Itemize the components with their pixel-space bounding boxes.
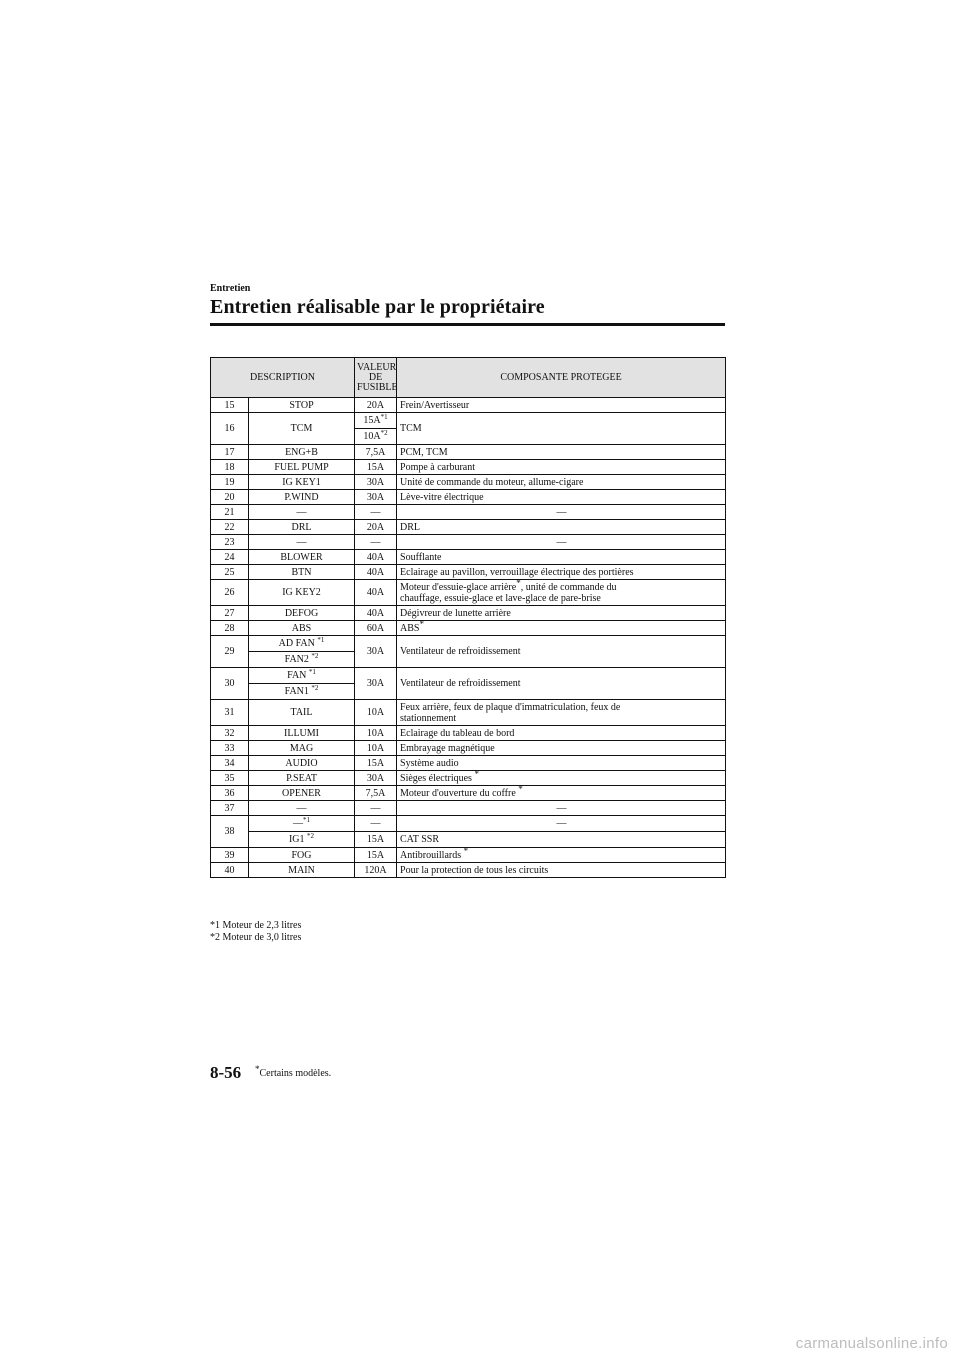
fuse-description: P.SEAT <box>249 771 355 786</box>
table-row <box>211 741 726 756</box>
description-text: IG1 <box>288 834 305 845</box>
protected-component: Ventilateur de refroidissement <box>397 636 726 668</box>
protected-component <box>397 577 726 606</box>
title-divider <box>210 323 725 326</box>
fuse-rating: 15A <box>355 756 397 771</box>
fuse-number: 28 <box>211 621 249 636</box>
fuse-description: ENG+B <box>249 445 355 460</box>
description-text: FAN1 <box>284 686 309 697</box>
table-row <box>211 771 726 786</box>
component-text: chauffage, essuie-glace et lave-glace de pare-brise <box>400 592 601 604</box>
component-text: stationnement <box>400 712 457 724</box>
fuse-rating: 30A <box>355 475 397 490</box>
fuse-rating: — <box>355 535 397 550</box>
certain-models-star: * <box>255 1064 260 1074</box>
protected-component: Soufflante <box>397 550 726 565</box>
certain-models-star: * <box>516 577 521 588</box>
header-fuse-value <box>355 358 397 398</box>
protected-component <box>397 845 726 863</box>
table-row <box>211 726 726 741</box>
fuse-rating: 10A <box>355 700 397 726</box>
footnote-ref: *1 <box>303 816 310 824</box>
fuse-description: AUDIO <box>249 756 355 771</box>
protected-component: Pompe à carburant <box>397 460 726 475</box>
fuse-description <box>249 668 355 684</box>
fuse-number: 15 <box>211 398 249 413</box>
table-row <box>211 475 726 490</box>
protected-component: — <box>397 801 726 816</box>
table-row <box>211 413 726 429</box>
fuse-number: 26 <box>211 580 249 606</box>
fuse-number: 19 <box>211 475 249 490</box>
page-title: Entretien réalisable par le propriétaire <box>210 296 545 318</box>
fuse-description: STOP <box>249 398 355 413</box>
fuse-description: MAG <box>249 741 355 756</box>
fuse-number: 21 <box>211 505 249 520</box>
table-row <box>211 505 726 520</box>
protected-component: Pour la protection de tous les circuits <box>397 863 726 878</box>
protected-component: TCM <box>397 413 726 445</box>
fuse-number: 34 <box>211 756 249 771</box>
table-row <box>211 700 726 726</box>
table-row <box>211 460 726 475</box>
fuse-rating: 7,5A <box>355 445 397 460</box>
protected-component: Embrayage magnétique <box>397 741 726 756</box>
fuse-description: DRL <box>249 520 355 535</box>
component-text: Moteur d'essuie-glace arrière <box>400 581 517 593</box>
fuse-number: 17 <box>211 445 249 460</box>
fuse-rating: 40A <box>355 606 397 621</box>
fuse-description <box>249 636 355 652</box>
certain-models-text: Certains modèles. <box>259 1068 332 1079</box>
fuse-table <box>210 357 726 878</box>
rating-value: 15A <box>363 415 381 426</box>
protected-component <box>397 700 726 726</box>
description-text: FAN <box>287 670 307 681</box>
protected-component: Eclairage du tableau de bord <box>397 726 726 741</box>
table-row <box>211 445 726 460</box>
header-value-line1: VALEUR <box>357 361 397 373</box>
fuse-number: 25 <box>211 565 249 580</box>
fuse-description: BLOWER <box>249 550 355 565</box>
fuse-rating: 30A <box>355 490 397 505</box>
fuse-description: BTN <box>249 565 355 580</box>
fuse-number: 22 <box>211 520 249 535</box>
fuse-description: IG KEY1 <box>249 475 355 490</box>
fuse-description: P.WIND <box>249 490 355 505</box>
header-value-line2: DE <box>368 371 383 383</box>
fuse-number: 32 <box>211 726 249 741</box>
table-row <box>211 550 726 565</box>
header-description: DESCRIPTION <box>211 358 355 398</box>
table-row <box>211 756 726 771</box>
protected-component <box>397 768 726 786</box>
protected-component: Système audio <box>397 756 726 771</box>
protected-component: Dégivreur de lunette arrière <box>397 606 726 621</box>
fuse-table-container <box>210 357 725 878</box>
protected-component <box>397 783 726 801</box>
table-row <box>211 621 726 636</box>
component-text: Moteur d'ouverture du coffre <box>400 787 516 799</box>
fuse-number: 24 <box>211 550 249 565</box>
fuse-number: 33 <box>211 741 249 756</box>
certain-models-star: * <box>463 845 469 856</box>
protected-component: Ventilateur de refroidissement <box>397 668 726 700</box>
footnote-1: *1 Moteur de 2,3 litres <box>210 920 302 931</box>
fuse-rating: 7,5A <box>355 786 397 801</box>
component-text: Antibrouillards <box>400 849 462 861</box>
fuse-rating: 15A <box>355 460 397 475</box>
fuse-description: — <box>249 801 355 816</box>
fuse-number: 27 <box>211 606 249 621</box>
footnote-ref: *1 <box>317 636 325 644</box>
footnote-ref: *2 <box>307 832 315 840</box>
fuse-rating: 40A <box>355 550 397 565</box>
protected-component <box>397 618 726 636</box>
table-row <box>211 636 726 652</box>
footnote-ref: *2 <box>311 652 319 660</box>
fuse-description <box>249 816 355 832</box>
fuse-rating: 120A <box>355 863 397 878</box>
certain-models-star: * <box>518 783 523 794</box>
certain-models-star: * <box>419 618 424 629</box>
fuse-rating: 15A <box>355 832 397 848</box>
fuse-description <box>249 832 355 848</box>
certain-models-note <box>255 1064 332 1079</box>
component-text: , unité de commande du <box>520 581 617 593</box>
table-row <box>211 490 726 505</box>
fuse-number: 16 <box>211 413 249 445</box>
fuse-number: 36 <box>211 786 249 801</box>
fuse-rating: 10A <box>355 741 397 756</box>
fuse-number: 29 <box>211 636 249 668</box>
fuse-rating <box>355 429 397 445</box>
fuse-rating: 40A <box>355 565 397 580</box>
fuse-rating: 20A <box>355 398 397 413</box>
fuse-rating: 30A <box>355 771 397 786</box>
fuse-description: — <box>249 535 355 550</box>
footnote-ref: *1 <box>308 668 316 676</box>
fuse-rating: — <box>355 505 397 520</box>
fuse-description: FUEL PUMP <box>249 460 355 475</box>
table-row <box>211 398 726 413</box>
page-number: 8-56 <box>210 1063 242 1082</box>
fuse-number: 37 <box>211 801 249 816</box>
protected-component: — <box>397 505 726 520</box>
table-row <box>211 848 726 863</box>
fuse-rating: — <box>355 801 397 816</box>
table-row <box>211 668 726 684</box>
protected-component: CAT SSR <box>397 832 726 848</box>
footnote-ref: *2 <box>311 684 319 692</box>
section-label: Entretien <box>210 283 251 294</box>
table-row <box>211 786 726 801</box>
description-text: — <box>293 818 303 829</box>
fuse-description: — <box>249 505 355 520</box>
fuse-description: TCM <box>249 413 355 445</box>
fuse-description: DEFOG <box>249 606 355 621</box>
footnote-2: *2 Moteur de 3,0 litres <box>210 932 302 943</box>
footnote-ref: *1 <box>380 413 388 421</box>
protected-component: Lève-vitre électrique <box>397 490 726 505</box>
fuse-number: 20 <box>211 490 249 505</box>
rating-value: 10A <box>363 431 381 442</box>
table-header-row <box>211 358 726 398</box>
fuse-description: MAIN <box>249 863 355 878</box>
header-value-line3: FUSIBLE <box>357 381 398 393</box>
fuse-number: 23 <box>211 535 249 550</box>
protected-component: Unité de commande du moteur, allume-cigare <box>397 475 726 490</box>
fuse-number: 30 <box>211 668 249 700</box>
table-row <box>211 565 726 580</box>
fuse-number: 31 <box>211 700 249 726</box>
protected-component: DRL <box>397 520 726 535</box>
table-row <box>211 606 726 621</box>
table-row <box>211 535 726 550</box>
table-row <box>211 520 726 535</box>
fuse-number: 35 <box>211 771 249 786</box>
fuse-rating <box>355 413 397 429</box>
fuse-rating: 20A <box>355 520 397 535</box>
fuse-rating: 10A <box>355 726 397 741</box>
fuse-description: OPENER <box>249 786 355 801</box>
fuse-rating: 30A <box>355 668 397 700</box>
protected-component: Frein/Avertisseur <box>397 398 726 413</box>
fuse-number: 18 <box>211 460 249 475</box>
fuse-rating: 30A <box>355 636 397 668</box>
protected-component: Eclairage au pavillon, verrouillage électrique des portières <box>397 565 726 580</box>
table-row <box>211 580 726 606</box>
table-row <box>211 816 726 832</box>
fuse-rating: 40A <box>355 580 397 606</box>
description-text: AD FAN <box>278 638 315 649</box>
fuse-description: TAIL <box>249 700 355 726</box>
footnote-ref: *2 <box>380 429 388 437</box>
table-row <box>211 863 726 878</box>
table-row <box>211 801 726 816</box>
watermark: carmanualsonline.info <box>795 1335 948 1352</box>
header-protected-component: COMPOSANTE PROTEGEE <box>397 358 726 398</box>
fuse-description: ABS <box>249 621 355 636</box>
fuse-description: FOG <box>249 848 355 863</box>
component-text: Feux arrière, feux de plaque d'immatriculation, feux de <box>400 701 621 713</box>
fuse-description: ILLUMI <box>249 726 355 741</box>
fuse-rating: 60A <box>355 621 397 636</box>
fuse-description: IG KEY2 <box>249 580 355 606</box>
footnotes <box>210 920 301 944</box>
fuse-description <box>249 652 355 668</box>
fuse-rating: — <box>355 816 397 832</box>
protected-component: PCM, TCM <box>397 445 726 460</box>
fuse-description <box>249 684 355 700</box>
component-text: ABS <box>400 622 420 634</box>
component-text: Sièges électriques <box>400 772 472 784</box>
fuse-number: 38 <box>211 816 249 848</box>
description-text: FAN2 <box>284 654 309 665</box>
fuse-rating: 15A <box>355 848 397 863</box>
protected-component: — <box>397 535 726 550</box>
protected-component: — <box>397 816 726 832</box>
certain-models-star: * <box>474 768 479 779</box>
fuse-number: 39 <box>211 848 249 863</box>
fuse-number: 40 <box>211 863 249 878</box>
